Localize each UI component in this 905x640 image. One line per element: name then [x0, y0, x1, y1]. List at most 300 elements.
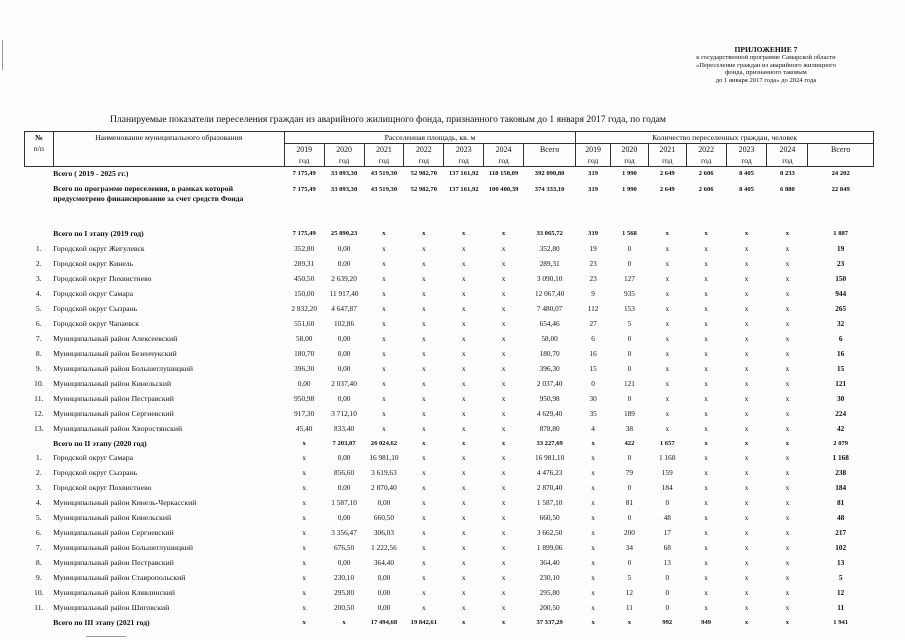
people-cell: 1 168 [659, 453, 676, 463]
area-cell: x [302, 453, 307, 463]
people-total-cell: 81 [837, 498, 845, 508]
area-total-cell: 660,50 [539, 513, 560, 523]
area-cell: x [422, 528, 426, 538]
people-cell: x [665, 408, 670, 418]
row-name: Городской округ Самара [53, 453, 134, 463]
people-cell: x [591, 513, 595, 523]
area-total-cell: 4 476,23 [536, 468, 563, 478]
row-number: 2. [35, 259, 42, 269]
area-cell: x [461, 602, 466, 612]
appendix-block [640, 46, 892, 85]
area-cell: x [501, 468, 506, 478]
header-year-unit: год [767, 155, 808, 167]
people-total-cell: 30 [837, 393, 845, 403]
area-cell: x [422, 483, 426, 493]
area-cell: x [302, 468, 307, 478]
people-cell: x [785, 513, 790, 523]
area-cell: 2 037,40 [331, 378, 357, 388]
area-total-cell: 950,98 [539, 393, 560, 403]
header-year-unit: год [404, 155, 444, 167]
people-cell: x [785, 363, 790, 373]
people-total-cell: 184 [835, 483, 847, 493]
table-row [25, 257, 874, 272]
header-year-unit: год [444, 155, 484, 167]
people-cell: x [785, 230, 790, 238]
people-cell: x [591, 602, 595, 612]
area-cell: 58,00 [295, 333, 313, 343]
people-cell: x [785, 483, 790, 493]
area-cell: 0,00 [337, 244, 351, 254]
area-cell: 1 587,10 [331, 498, 357, 508]
area-cell: x [501, 572, 506, 582]
header-year-unit: год [324, 155, 364, 167]
people-cell: x [704, 483, 708, 493]
people-total-cell: 1 887 [833, 230, 849, 238]
area-cell: x [422, 319, 426, 329]
people-cell: x [744, 363, 749, 373]
table-body [25, 167, 874, 631]
area-cell: 25 890,23 [330, 230, 358, 238]
area-cell: 660,50 [373, 513, 394, 523]
area-cell: x [302, 587, 307, 597]
header-year-unit: год [364, 155, 404, 167]
row-number [25, 182, 54, 227]
area-cell: x [382, 393, 386, 403]
area-cell: x [422, 439, 426, 447]
people-cell: 112 [587, 304, 599, 314]
header-area-group: Расселенная площадь, кв. м [284, 132, 575, 144]
area-total-cell: 4 629,40 [536, 408, 563, 418]
people-cell: x [785, 558, 790, 568]
area-cell: 0,00 [377, 587, 391, 597]
row-name: Муниципальный район Большеглушицкий [53, 363, 193, 373]
area-cell: x [461, 393, 466, 403]
header-year: 2021 [648, 144, 686, 156]
header-year-unit: год [686, 155, 726, 167]
table-row [25, 511, 874, 526]
area-cell: x [342, 618, 346, 626]
area-cell: x [422, 348, 426, 358]
people-cell: x [785, 543, 790, 553]
area-cell: x [461, 274, 466, 284]
people-cell: 121 [623, 378, 635, 388]
area-total-cell: 230,10 [539, 572, 560, 582]
area-total-cell: 180,70 [539, 348, 560, 358]
row-name: Всего ( 2019 - 2025 гг.) [53, 169, 129, 179]
people-cell: x [704, 363, 708, 373]
area-cell: 0,00 [297, 378, 311, 388]
area-cell: 4 647,87 [331, 304, 357, 314]
people-cell: x [704, 528, 708, 538]
area-cell: 137 161,92 [448, 170, 479, 178]
people-total-cell: 5 [838, 572, 843, 582]
row-number: 13. [34, 423, 44, 433]
people-cell: 9 [591, 289, 595, 299]
people-cell: x [591, 543, 595, 553]
people-cell: x [744, 498, 749, 508]
header-name: Наименование муниципального образования [53, 132, 284, 167]
area-cell: 3 356,47 [331, 528, 357, 538]
people-cell: x [744, 274, 749, 284]
people-cell: x [785, 408, 790, 418]
area-cell: x [461, 259, 466, 269]
people-cell: x [704, 393, 708, 403]
area-total-cell: 289,31 [539, 259, 560, 269]
area-cell: x [422, 244, 426, 254]
row-number [25, 167, 54, 182]
people-cell: x [665, 230, 669, 238]
area-cell: x [382, 244, 386, 254]
people-cell: 2 649 [659, 185, 675, 193]
area-cell: x [501, 244, 506, 254]
area-cell: x [461, 408, 466, 418]
table-row [25, 600, 874, 615]
area-cell: 118 158,09 [488, 170, 519, 178]
area-cell: 7 175,49 [292, 230, 316, 238]
header-year: 2022 [404, 144, 444, 156]
people-total-cell: 1 168 [832, 453, 849, 463]
area-cell: x [461, 363, 466, 373]
row-name: Муниципальный район Клявлинский [53, 587, 176, 597]
header-year: 2019 [576, 144, 611, 156]
people-cell: x [744, 587, 749, 597]
people-cell: x [591, 618, 595, 626]
row-number: 4. [35, 289, 42, 299]
people-cell: 0 [627, 244, 632, 254]
area-total-cell: 3 090,10 [536, 274, 563, 284]
people-cell: 0 [627, 483, 632, 493]
area-cell: 200,50 [334, 602, 355, 612]
area-cell: x [422, 572, 426, 582]
area-cell: x [382, 378, 386, 388]
table-row [25, 287, 874, 302]
people-cell: x [744, 468, 749, 478]
header-num-sign: № [34, 133, 43, 142]
people-cell: 23 [589, 274, 597, 284]
table-row [25, 317, 874, 332]
area-cell: 16 981,10 [369, 453, 399, 463]
table-total-row [25, 227, 874, 242]
area-cell: x [501, 393, 506, 403]
area-cell: x [422, 558, 426, 568]
header-year-unit: год [726, 155, 767, 167]
people-cell: x [785, 453, 790, 463]
table-row [25, 242, 874, 257]
area-total-cell: 654,46 [539, 319, 560, 329]
area-total-cell: 33 227,69 [536, 439, 563, 447]
people-total-cell: 102 [835, 543, 847, 553]
area-cell: x [461, 423, 466, 433]
header-total: Всего [524, 144, 576, 167]
people-cell: 19 [589, 244, 597, 254]
area-total-cell: 2 037,40 [536, 378, 563, 388]
area-cell: x [461, 244, 466, 254]
area-cell: 7 175,49 [292, 185, 316, 193]
area-cell: x [501, 453, 506, 463]
table-row [25, 421, 874, 436]
row-number: 9. [35, 572, 42, 582]
people-cell: x [665, 319, 670, 329]
row-number: 3. [35, 274, 42, 284]
people-total-cell: 13 [837, 558, 845, 568]
people-cell: x [704, 453, 708, 463]
people-cell: x [744, 333, 749, 343]
appendix-line: к государственной программе Самарской области [696, 53, 836, 61]
area-cell: x [461, 468, 466, 478]
people-cell: x [785, 259, 790, 269]
row-number: 9. [35, 363, 42, 373]
table-row [25, 556, 874, 571]
people-cell: 992 [662, 618, 673, 626]
table-row [25, 585, 874, 600]
people-cell: x [591, 468, 595, 478]
area-cell: x [462, 230, 466, 238]
people-cell: x [704, 439, 708, 447]
area-cell: 33 093,30 [330, 170, 358, 178]
area-cell: 0,00 [337, 483, 351, 493]
people-cell: x [591, 498, 595, 508]
area-cell: x [382, 348, 386, 358]
people-cell: 23 [589, 259, 597, 269]
people-cell: 8 233 [780, 170, 795, 178]
people-cell: x [665, 259, 670, 269]
people-cell: x [704, 558, 708, 568]
area-cell: x [501, 528, 506, 538]
area-cell: x [422, 513, 426, 523]
people-cell: 4 [591, 423, 595, 433]
people-cell: 1 990 [622, 170, 637, 178]
people-cell: x [704, 319, 708, 329]
people-total-cell: 150 [835, 274, 847, 284]
header-year-unit: год [648, 155, 686, 167]
area-cell: x [382, 289, 386, 299]
row-number: 12. [34, 408, 44, 418]
row-number: 5. [35, 513, 42, 523]
people-cell: x [785, 274, 790, 284]
people-cell: 184 [661, 483, 673, 493]
people-cell: 27 [589, 319, 597, 329]
row-name: Муниципальный район Алексеевский [53, 333, 178, 343]
people-cell: 6 880 [780, 185, 795, 193]
people-cell: x [785, 498, 790, 508]
area-cell: 0,00 [337, 333, 351, 343]
area-cell: x [422, 378, 426, 388]
area-cell: 102,86 [334, 319, 355, 329]
people-cell: x [744, 423, 749, 433]
people-cell: x [627, 618, 632, 626]
people-cell: x [704, 333, 708, 343]
row-name: Городской округ Самара [53, 289, 134, 299]
people-cell: x [704, 498, 708, 508]
people-cell: x [665, 423, 670, 433]
row-name: Муниципальный район Кинельский [53, 378, 172, 388]
people-cell: 0 [591, 378, 595, 388]
area-cell: x [462, 439, 466, 447]
row-name: Муниципальный район Кинельский [53, 513, 172, 523]
people-cell: 0 [627, 348, 632, 358]
people-cell: x [785, 439, 790, 447]
people-cell: x [704, 348, 708, 358]
people-cell: x [704, 378, 708, 388]
area-cell: 0,00 [337, 393, 351, 403]
area-cell: 33 093,30 [330, 185, 358, 193]
header-year: 2019 [284, 144, 324, 156]
row-number: 10. [34, 378, 44, 388]
area-cell: 0,00 [337, 348, 351, 358]
people-cell: x [785, 618, 790, 626]
area-cell: 43 519,30 [370, 170, 398, 178]
people-cell: 35 [589, 408, 597, 418]
people-cell: x [785, 587, 790, 597]
area-cell: x [302, 439, 306, 447]
people-cell: 0 [665, 498, 670, 508]
people-total-cell: 944 [835, 289, 847, 299]
scan-artifact [86, 636, 126, 637]
area-cell: x [461, 333, 466, 343]
header-year-unit: год [284, 155, 324, 167]
people-total-cell: 11 [837, 602, 845, 612]
row-number: 11. [34, 602, 44, 612]
people-cell: x [744, 289, 749, 299]
area-cell: 551,60 [294, 319, 315, 329]
people-cell: x [704, 259, 708, 269]
area-total-cell: 392 090,80 [534, 170, 565, 178]
area-total-cell: 2 870,40 [536, 483, 563, 493]
area-cell: x [501, 483, 506, 493]
area-cell: x [461, 453, 466, 463]
row-name: Муниципальный район Ставропольский [53, 572, 186, 582]
area-cell: 306,03 [373, 528, 394, 538]
area-cell: x [302, 513, 307, 523]
table-row [25, 496, 874, 511]
table-row [25, 466, 874, 481]
people-cell: 0 [627, 363, 632, 373]
scan-artifact [2, 40, 3, 70]
people-cell: x [704, 408, 708, 418]
people-cell: x [704, 304, 708, 314]
people-cell: x [744, 348, 749, 358]
people-cell: 159 [661, 468, 673, 478]
area-cell: 450,50 [294, 274, 315, 284]
resettlement-table [24, 131, 874, 630]
people-cell: x [785, 378, 790, 388]
people-cell: 189 [623, 408, 635, 418]
area-total-cell: 37 337,29 [536, 618, 563, 626]
people-cell: 0 [665, 587, 670, 597]
people-cell: 17 [663, 528, 671, 538]
table-row [25, 406, 874, 421]
people-cell: x [785, 602, 790, 612]
area-cell: 3 619,63 [371, 468, 397, 478]
people-cell: x [785, 528, 790, 538]
area-cell: x [422, 423, 426, 433]
area-total-cell: 1 899,06 [536, 543, 563, 553]
area-cell: 0,00 [337, 453, 351, 463]
people-cell: x [744, 244, 749, 254]
people-cell: x [704, 230, 708, 238]
people-cell: x [591, 528, 595, 538]
row-name: Муниципальный район Хворостянский [53, 423, 183, 433]
area-cell: x [461, 348, 466, 358]
people-total-cell: 32 [837, 319, 845, 329]
header-num-pp: п/п [33, 144, 44, 153]
people-total-cell: 15 [837, 363, 845, 373]
people-cell: 2 649 [659, 170, 675, 178]
area-cell: 0,00 [337, 513, 351, 523]
people-cell: x [744, 304, 749, 314]
people-total-cell: 16 [837, 348, 845, 358]
area-cell: x [382, 304, 386, 314]
people-cell: x [744, 558, 749, 568]
people-cell: 38 [625, 423, 634, 433]
table-row [25, 361, 874, 376]
row-number: 7. [35, 333, 42, 343]
area-cell: x [302, 498, 307, 508]
people-cell: x [744, 528, 749, 538]
people-cell: x [744, 408, 749, 418]
people-total-cell: 24 202 [831, 170, 850, 178]
people-total-cell: 12 [837, 587, 845, 597]
people-total-cell: 48 [837, 513, 845, 523]
area-cell: x [382, 230, 386, 238]
area-cell: 833,40 [334, 423, 355, 433]
row-name: Городской округ Кинель [53, 259, 134, 269]
header-year: 2024 [767, 144, 808, 156]
row-number: 5. [35, 304, 42, 314]
area-cell: x [422, 230, 426, 238]
people-cell: x [744, 230, 749, 238]
people-total-cell: 238 [835, 468, 847, 478]
people-cell: x [785, 289, 790, 299]
people-cell: x [744, 259, 749, 269]
people-cell: x [744, 439, 749, 447]
people-cell: x [744, 378, 749, 388]
area-total-cell: 1 587,10 [536, 498, 563, 508]
people-cell: x [744, 393, 749, 403]
area-total-cell: 396,30 [539, 363, 560, 373]
row-number [25, 227, 54, 242]
people-cell: x [785, 319, 790, 329]
table-row [25, 302, 874, 317]
people-cell: x [665, 363, 670, 373]
people-cell: 6 [591, 333, 595, 343]
area-total-cell: 7 480,07 [536, 304, 563, 314]
area-total-cell: 374 333,10 [534, 185, 565, 193]
area-cell: 0,00 [377, 572, 391, 582]
people-cell: x [704, 572, 708, 582]
area-cell: x [422, 259, 426, 269]
header-year: 2023 [444, 144, 484, 156]
row-name: Муниципальный район Сергиевский [53, 408, 174, 418]
area-cell: x [382, 319, 386, 329]
people-cell: 0 [665, 602, 670, 612]
people-cell: 8 405 [739, 185, 754, 193]
people-cell: x [591, 587, 595, 597]
area-cell: x [302, 558, 307, 568]
area-cell: 7 175,49 [292, 170, 316, 178]
area-cell: x [422, 333, 426, 343]
area-total-cell: 364,40 [539, 558, 560, 568]
people-cell: x [744, 513, 749, 523]
area-cell: x [501, 513, 506, 523]
people-total-cell: 1 941 [833, 618, 849, 626]
people-cell: 15 [589, 363, 597, 373]
people-cell: 0 [627, 513, 632, 523]
area-cell: 950,98 [294, 393, 315, 403]
people-cell: 422 [624, 439, 635, 447]
people-cell: x [744, 543, 749, 553]
area-cell: x [422, 453, 426, 463]
